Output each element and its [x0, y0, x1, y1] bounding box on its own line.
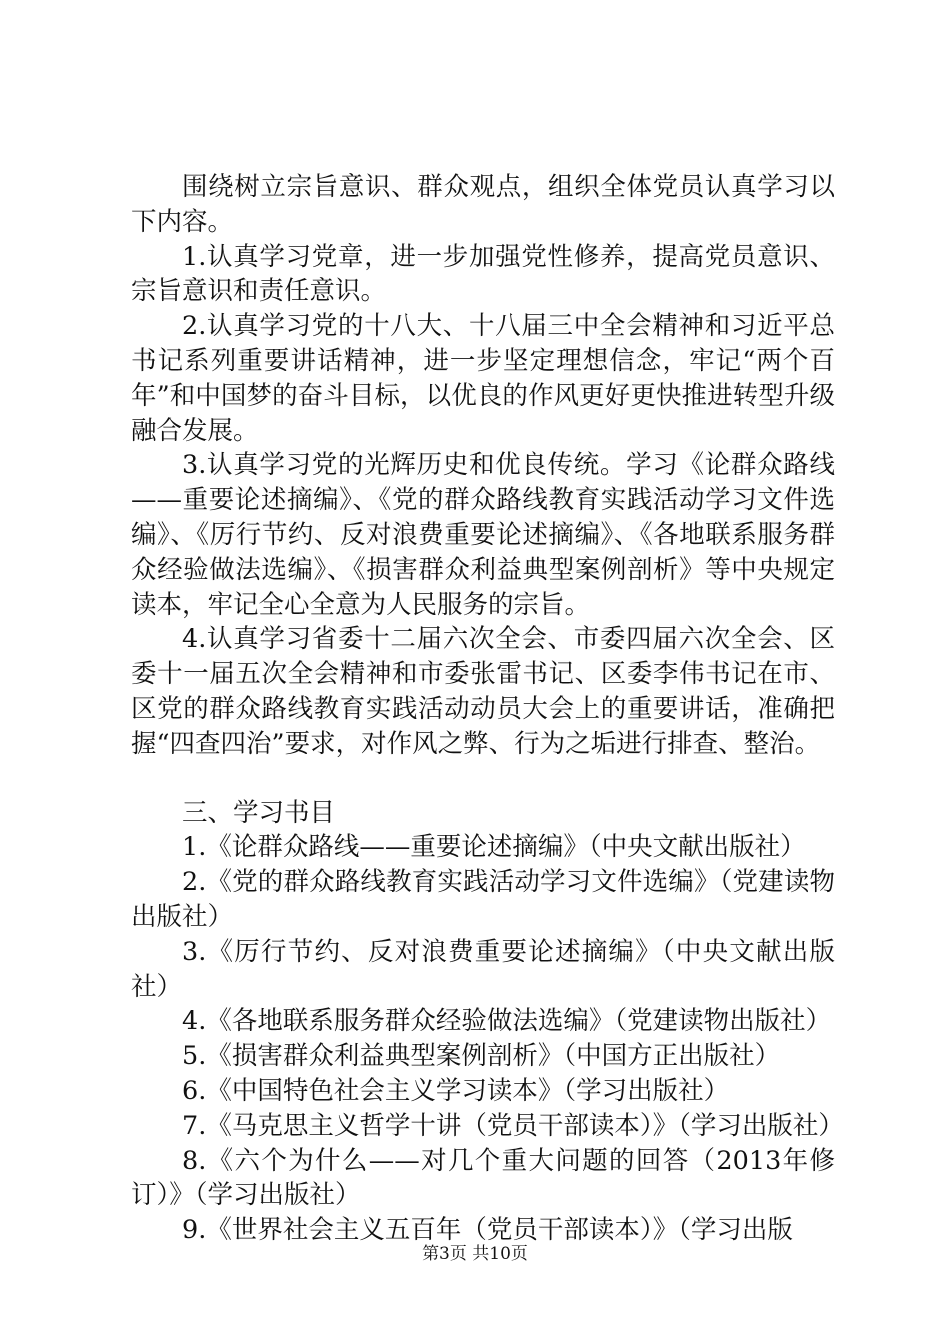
study-item-3: 3.认真学习党的光辉历史和优良传统。学习《论群众路线——重要论述摘编》、《党的群众路线教育实践活动学习文件选编》、《厉行节约、反对浪费重要论述摘编》、《各地联系服务群众经验做法选编》、《损害群众利益典型案例剖析》等中央规定读本，牢记全心全意为人民服务的宗旨。: [131, 450, 835, 620]
page-footer: 第3页 共10页: [422, 1244, 528, 1264]
book-item-9: 9.《世界社会主义五百年（党员干部读本）》（学习出版: [182, 1215, 793, 1246]
book-item-6: 6.《中国特色社会主义学习读本》（学习出版社）: [182, 1075, 730, 1106]
book-item-1: 1.《论群众路线——重要论述摘编》（中央文献出版社）: [182, 832, 806, 863]
study-item-1: 1.认真学习党章，进一步加强党性修养，提高党员意识、宗旨意识和责任意识。: [131, 241, 835, 307]
study-item-4: 4.认真学习省委十二届六次全会、市委四届六次全会、区委十一届五次全会精神和市委张雷书记、区委李伟书记在市、区党的群众路线教育实践活动动员大会上的重要讲话，准确把握“四查四治”要求，对作风之弊、行为之垢进行排查、整治。: [131, 624, 835, 759]
book-item-4: 4.《各地联系服务群众经验做法选编》（党建读物出版社）: [182, 1006, 832, 1037]
document-body: [131, 170, 844, 1248]
study-item-2: 2.认真学习党的十八大、十八届三中全会精神和习近平总书记系列重要讲话精神，进一步坚定理想信念，牢记“两个百年”和中国梦的奋斗目标，以优良的作风更好更快推进转型升级融合发展。: [131, 311, 835, 446]
book-item-5: 5.《损害群众利益典型案例剖析》（中国方正出版社）: [182, 1041, 781, 1072]
intro-paragraph: 围绕树立宗旨意识、群众观点，组织全体党员认真学习以下内容。: [131, 172, 835, 237]
book-list: [131, 830, 844, 1248]
book-item-7: 7.《马克思主义哲学十讲（党员干部读本）》（学习出版社）: [182, 1110, 844, 1141]
book-item-2: 2.《党的群众路线教育实践活动学习文件选编》（党建读物出版社）: [131, 867, 835, 932]
book-item-8: 8.《六个为什么——对几个重大问题的回答（2013年修订）》（学习出版社）: [131, 1145, 835, 1211]
book-item-3: 3.《厉行节约、反对浪费重要论述摘编》（中央文献出版社）: [131, 936, 835, 1002]
section-heading: 三、学习书目: [182, 797, 336, 828]
